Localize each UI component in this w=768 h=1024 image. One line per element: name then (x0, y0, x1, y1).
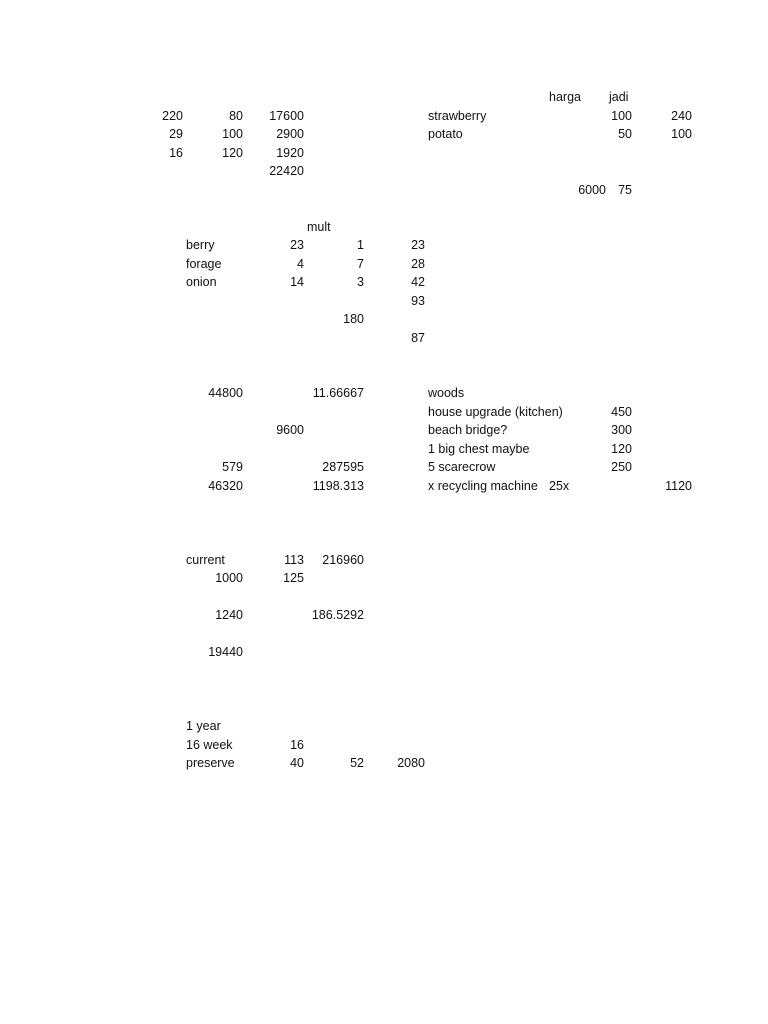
cell-r10-c3: 4 (297, 256, 304, 271)
cell-r2-c10: 240 (671, 108, 692, 123)
cell-r17-c4: 11.66667 (312, 386, 364, 400)
cell-r3-c1: 29 (169, 127, 183, 141)
cell-r17-c6: woods (428, 386, 465, 400)
cell-r37-c5: 2080 (397, 756, 425, 770)
cell-r22-c6: x recycling machine (428, 478, 538, 493)
cell-r36-c2: 16 week (186, 737, 233, 752)
cell-r11-c2: onion (186, 275, 217, 289)
cell-r19-c6: beach bridge? (428, 423, 508, 437)
cell-r11-c3: 14 (290, 275, 304, 289)
cell-r20-c9: 120 (611, 441, 632, 456)
cell-r3-c6: potato (428, 127, 463, 141)
cell-r9-c3: 23 (290, 238, 304, 252)
cell-r9-c4: 1 (357, 238, 364, 252)
cell-r3-c2: 100 (222, 127, 243, 141)
cell-r11-c5: 42 (411, 275, 425, 289)
cell-r3-c3: 2900 (276, 127, 304, 141)
cell-r2-c6: strawberry (428, 108, 487, 123)
cell-r22-c8: 25x (549, 478, 570, 493)
cell-r5-c3: 22420 (269, 164, 304, 178)
cell-r3-c10: 100 (671, 127, 692, 141)
cell-r21-c2: 579 (222, 460, 243, 474)
cell-r6-c8: 6000 (578, 182, 606, 197)
cell-r4-c1: 16 (169, 145, 183, 160)
cell-r29-c2: 1240 (215, 608, 243, 622)
cell-r4-c2: 120 (222, 145, 243, 160)
cell-r11-c4: 3 (357, 275, 364, 289)
cell-r35-c2: 1 year (186, 719, 221, 733)
cell-r19-c9: 300 (611, 423, 632, 437)
cell-r2-c1: 220 (162, 108, 183, 123)
cell-r18-c6: house upgrade (kitchen) (428, 404, 563, 419)
cell-r26-c3: 113 (284, 552, 304, 567)
cell-r21-c4: 287595 (322, 460, 364, 474)
cell-r2-c2: 80 (229, 108, 243, 123)
cell-r36-c3: 16 (290, 737, 304, 752)
cell-r26-c2: current (186, 552, 225, 567)
cell-r37-c3: 40 (290, 756, 304, 770)
cell-r22-c2: 46320 (208, 478, 243, 493)
cell-r3-c9: 50 (618, 127, 632, 141)
cell-r1-c8: harga (549, 90, 581, 104)
cell-r14-c5: 87 (411, 330, 425, 345)
cell-r10-c2: forage (186, 256, 222, 271)
cell-r13-c4: 180 (343, 312, 364, 326)
cell-r21-c9: 250 (611, 460, 632, 474)
cell-r31-c2: 19440 (208, 645, 243, 659)
cell-r12-c5: 93 (411, 293, 425, 308)
cell-r4-c3: 1920 (276, 145, 304, 160)
cell-r26-c4: 216960 (322, 552, 364, 567)
cell-r9-c2: berry (186, 238, 215, 252)
cell-r17-c2: 44800 (208, 386, 243, 400)
cell-r2-c9: 100 (611, 108, 632, 123)
cell-r27-c2: 1000 (215, 571, 243, 585)
cell-r37-c4: 52 (350, 756, 364, 770)
cell-r22-c10: 1120 (665, 478, 692, 493)
cell-r9-c5: 23 (411, 238, 425, 252)
cell-r1-c9: jadi (609, 90, 629, 104)
cell-r37-c2: preserve (186, 756, 235, 770)
cell-r20-c6: 1 big chest maybe (428, 441, 530, 456)
cell-r27-c3: 125 (283, 571, 304, 585)
cell-r29-c4: 186.5292 (311, 608, 364, 622)
cell-r10-c5: 28 (411, 256, 425, 271)
cell-r10-c4: 7 (357, 256, 364, 271)
cell-r21-c6: 5 scarecrow (428, 460, 496, 474)
cell-r18-c9: 450 (611, 404, 632, 419)
cell-r6-c9: 75 (618, 182, 632, 197)
cell-r8-c4: mult (307, 219, 331, 234)
cell-r19-c3: 9600 (276, 423, 304, 437)
cell-r2-c3: 17600 (269, 108, 304, 123)
cell-r22-c4: 1198.313 (312, 478, 364, 493)
